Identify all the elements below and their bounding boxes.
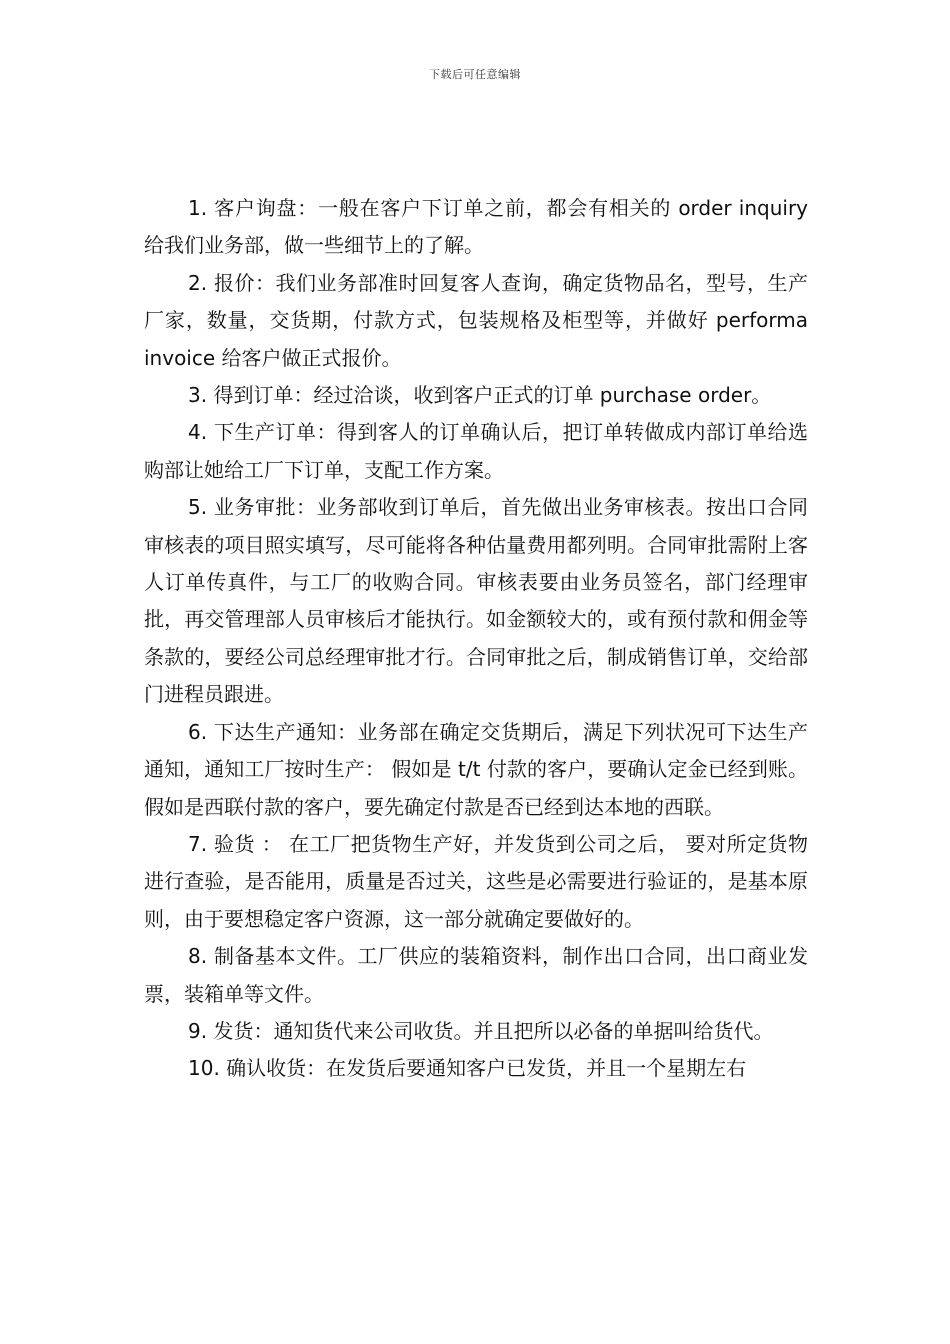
paragraph-4: 4. 下生产订单：得到客人的订单确认后，把订单转做成内部订单给选购部让她给工厂下订单，支配工作方案。: [144, 420, 808, 482]
document-body: [144, 190, 808, 1088]
paragraph-9: 9. 发货：通知货代来公司收货。并且把所以必备的单据叫给货代。: [188, 1018, 774, 1043]
paragraph-2: 2. 报价：我们业务部准时回复客人查询，确定货物品名，型号，生产厂家，数量，交货期，付款方式，包装规格及柜型等，并做好 performa invoice 给客户做正式报价。: [144, 270, 808, 370]
paragraph-5: 5. 业务审批：业务部收到订单后，首先做出业务审核表。按出口合同审核表的项目照实填写，尽可能将各种估量费用都列明。合同审批需附上客人订单传真件，与工厂的收购合同。审核表要由业务员签名，部门经理审批，再交管理部人员审核后才能执行。如金额较大的，或有预付款和佣金等条款的，要经公司总经理审批才行。合同审批之后，制成销售订单，交给部门进程员跟进。: [144, 495, 808, 707]
paragraph-3: 3. 得到订单：经过洽谈，收到客户正式的订单 purchase order。: [188, 383, 772, 408]
paragraph-7: 7. 验货 ： 在工厂把货物生产好，并发货到公司之后， 要对所定货物进行查验，是否能用，质量是否过关，这些是必需要进行验证的，是基本原则，由于要想稳定客户资源，这一部分就确定要做好的。: [144, 831, 808, 931]
paragraph-6: 6. 下达生产通知：业务部在确定交货期后，满足下列状况可下达生产通知，通知工厂按时生产： 假如是 t/t 付款的客户，要确认定金已经到账。 假如是西联付款的客户，要先确定付款是否已经到达本地的西联。: [144, 719, 808, 819]
paragraph-10: 10. 确认收货：在发货后要通知客户已发货，并且一个星期左右: [188, 1056, 747, 1081]
paragraph-1: 1. 客户询盘：一般在客户下订单之前，都会有相关的 order inquiry 给我们业务部，做一些细节上的了解。: [144, 196, 808, 258]
paragraph-8: 8. 制备基本文件。工厂供应的装箱资料，制作出口合同，出口商业发票，装箱单等文件。: [144, 944, 808, 1006]
page-header: 下载后可任意编辑: [429, 68, 521, 81]
